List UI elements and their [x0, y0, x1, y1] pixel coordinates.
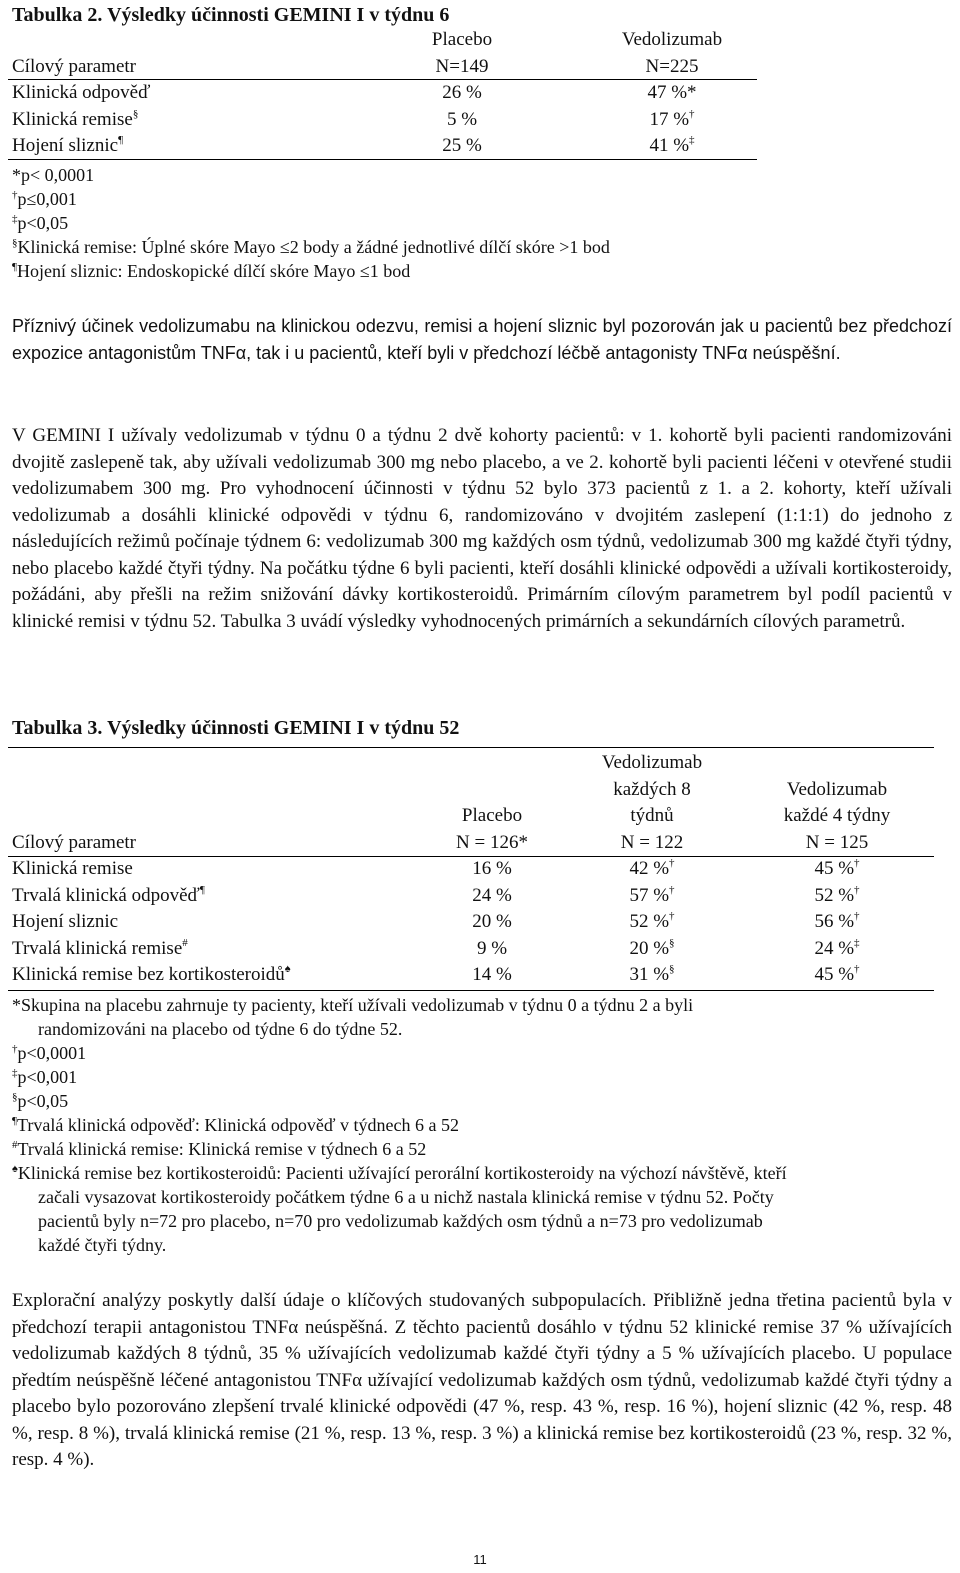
footnote: ♠Klinická remise bez kortikosteroidů: Pacienti užívající perorální kortikosteroidy na výchozí návštěvě, kteří [12, 1163, 787, 1183]
placebo-value: 5 % [446, 108, 478, 130]
footnote-mark: † [669, 910, 675, 922]
footnote-mark: ¶ [199, 883, 205, 896]
table3-header-row1 [12, 750, 934, 777]
q8w-value: 20 % [629, 937, 670, 959]
footnote: §p<0,05 [12, 1091, 69, 1111]
footnote: pacientů byly n=72 pro placebo, n=70 pro vedolizumab každých osm týdnů a n=73 pro vedolizumab [38, 1211, 763, 1231]
table3 [12, 750, 934, 989]
footnote: ¶Trvalá klinická odpověď: Klinická odpověď v týdnech 6 a 52 [12, 1115, 460, 1135]
table2-header-rule [8, 79, 757, 80]
footnote: ‡p<0,05 [12, 213, 69, 233]
vedolizumab-value: 17 % [649, 108, 690, 130]
footnote: †p≤0,001 [12, 189, 77, 209]
footnote: #Trvalá klinická remise: Klinická remise v týdnech 6 a 52 [12, 1139, 427, 1159]
footnote-mark: ‡ [854, 936, 860, 949]
footnote: randomizováni na placebo od týdne 6 do týdne 52. [38, 1019, 403, 1039]
table3-header-q4w-1: Vedolizumab [786, 778, 888, 800]
table-row [12, 962, 934, 989]
row-label: Klinická remise [12, 858, 133, 879]
footnote: ‡p<0,001 [12, 1067, 78, 1087]
table2-header-row2 [12, 54, 757, 81]
footnote-mark: ¶ [118, 134, 124, 146]
table2-header-placebo: Placebo [431, 29, 493, 50]
table3-header-q4w-n: N = 125 [805, 831, 869, 853]
vedolizumab-value: 41 % [649, 135, 690, 156]
table3-header-q8w-3: týdnů [630, 805, 674, 826]
paragraph-1: Příznivý účinek vedolizumabu na klinickou odezvu, remisi a hojení sliznic byl pozorován jak u pacientů bez předchozí expozice antagonistům TNFα, tak i u pacientů, kteří byli v předchozí léčbě antagonisty TNFα neúspěšní. [12, 316, 952, 363]
placebo-value: 16 % [472, 858, 512, 879]
paragraph-3: Explorační analýzy poskytly další údaje o klíčových studovaných subpopulacích. Přibližně jedna třetina pacientů byla v předchozí terapii antagonistou TNFα neúspěšná. Z těchto pacientů dosáhlo v týdnu 52 klinické remise 37 % užívajících vedolizumab každých 8 týdnů, 35 % užívajících vedolizumab každé čtyři týdny a 5 % užívajících placebo. U populace předtím neúspěšně léčené antagonistou TNFα užívající vedolizumab každých osm týdnů, vedolizumab každé čtyři týdny a placebo bylo pozorováno zlepšení trvalé klinické odpovědi (47 %, resp. 43 %, resp. 16 %), hojení sliznic (42 %, resp. 48 %, resp. 8 %), trvalá klinická remise (21 %, resp. 13 %, resp. 3 %) a klinická remise bez kortikosteroidů (23 %, resp. 32 %, resp. 4 %). [12, 1290, 952, 1470]
table2-bottom-rule [8, 159, 757, 160]
footnote: *p< 0,0001 [12, 165, 95, 185]
q4w-value: 45 % [814, 858, 855, 879]
table3-header-row2 [12, 777, 934, 804]
table3-bottom-rule [8, 990, 934, 991]
table2-header-vedolizumab: Vedolizumab [621, 29, 723, 50]
placebo-value: 26 % [442, 82, 482, 103]
row-label: Klinická remise [12, 108, 133, 130]
table2-header-vedolizumab-n: N=225 [645, 55, 699, 77]
vedolizumab-value: 47 %* [647, 82, 697, 103]
footnote-mark: † [854, 857, 860, 869]
table3-footnotes [12, 993, 942, 1257]
row-label: Trvalá klinická odpověď [12, 884, 200, 906]
footnote: ¶Hojení sliznic: Endoskopické dílčí skóre Mayo ≤1 bod [12, 261, 411, 281]
footnote: každé čtyři týdny. [38, 1235, 167, 1255]
table-row [12, 107, 757, 134]
table2-header-placebo-n: N=149 [435, 55, 489, 77]
q4w-value: 24 % [814, 937, 855, 959]
placebo-value: 24 % [472, 884, 512, 906]
table3-header-placebo: Placebo [461, 805, 523, 826]
table-row [12, 133, 757, 160]
q8w-value: 31 % [629, 964, 670, 985]
footnote-mark: † [669, 883, 675, 896]
footnote-mark: ♠ [284, 963, 291, 975]
footnote-mark: † [689, 107, 695, 120]
table3-header-rule [8, 856, 934, 857]
table2 [12, 27, 757, 160]
placebo-value: 9 % [476, 937, 508, 959]
table2-header-param: Cílový parametr [12, 55, 136, 77]
paragraph-2: V GEMINI I užívaly vedolizumab v týdnu 0 a týdnu 2 dvě kohorty pacientů: v 1. kohortě byli pacienti randomizováni dvojitě zaslepeně tak, aby užívali vedolizumab 300 mg nebo placebo, a ve 2. kohortě byli pacienti léčeni v otevřené studii vedolizumabem 300 mg. Pro vyhodnocení účinnosti v týdnu 52 bylo 373 pacientů z 1. a 2. kohorty, kteří užívali vedolizumab a dosáhli klinické odpovědi v týdnu 6, randomizováno v dvojitém zaslepení (1:1:1) do jednoho z následujících režimů počínaje týdnem 6: vedolizumab 300 mg každých osm týdnů, vedolizumab 300 mg každé čtyři týdny, nebo placebo každé čtyři týdny. Na počátku týdne 6 byli pacienti, kteří dosáhli klinické odpovědi a užívali kortikosteroidy, požádáni, aby přešli na režim snižování dávky kortikosteroidů. Primárním cílovým parametrem byl podíl pacientů v klinické remisi v týdnu 52. Tabulka 3 uvádí výsledky vyhodnocených primárních a sekundárních cílových parametrů. [12, 425, 952, 632]
footnote-mark: # [182, 936, 188, 949]
q8w-value: 52 % [629, 911, 670, 932]
table2-footnotes [12, 163, 610, 283]
table3-header-q8w-2: každých 8 [613, 778, 691, 800]
table-row [12, 883, 934, 910]
q4w-value: 56 % [814, 911, 855, 932]
table3-header-placebo-n: N = 126* [456, 831, 528, 853]
row-label: Hojení sliznic [12, 911, 119, 932]
footnote-mark: † [669, 857, 675, 869]
row-label: Trvalá klinická remise [12, 937, 183, 959]
table2-caption: Tabulka 2. Výsledky účinnosti GEMINI I v týdnu 6 [12, 4, 450, 26]
table3-header-param: Cílový parametr [12, 831, 136, 853]
footnote: začali vysazovat kortikosteroidy počátkem týdne 6 a u nichž nastala klinická remise v týdnu 52. Počty [38, 1187, 774, 1207]
table3-header-q4w-2: každé 4 týdny [783, 805, 891, 826]
footnote-mark: † [854, 883, 860, 896]
row-label: Klinická remise bez kortikosteroidů [12, 964, 285, 985]
row-label: Klinická odpověď [12, 82, 151, 103]
footnote-mark: § [132, 107, 139, 120]
footnote: †p<0,0001 [12, 1043, 87, 1063]
table-row [12, 80, 757, 107]
q8w-value: 57 % [629, 884, 670, 906]
footnote: *Skupina na placebu zahrnuje ty pacienty, kteří užívali vedolizumab v týdnu 0 a týdnu 2 a byli [12, 995, 694, 1015]
footnote-mark: † [854, 910, 860, 922]
placebo-value: 14 % [472, 964, 512, 985]
table-row [12, 936, 934, 963]
footnote: §Klinická remise: Úplné skóre Mayo ≤2 body a žádné jednotlivé dílčí skóre >1 bod [12, 237, 610, 257]
page-number: 11 [473, 1552, 487, 1567]
placebo-value: 20 % [472, 911, 512, 932]
table-row [12, 909, 934, 936]
row-label: Hojení sliznic [12, 135, 119, 156]
footnote-mark: ‡ [689, 134, 695, 146]
table3-header-q8w-n: N = 122 [620, 831, 684, 853]
table3-header-q8w-1: Vedolizumab [601, 752, 703, 773]
footnote-mark: § [669, 963, 675, 975]
placebo-value: 25 % [442, 135, 482, 156]
table2-header-row1 [12, 27, 757, 54]
footnote-mark: § [669, 936, 675, 949]
table3-header-row3 [12, 803, 934, 830]
footnote-mark: † [854, 963, 860, 975]
table3-caption: Tabulka 3. Výsledky účinnosti GEMINI I v týdnu 52 [12, 717, 460, 739]
q4w-value: 45 % [814, 964, 855, 985]
table3-top-rule [8, 747, 934, 748]
q8w-value: 42 % [629, 858, 670, 879]
table-row [12, 856, 934, 883]
q4w-value: 52 % [814, 884, 855, 906]
table3-header-row4 [12, 830, 934, 857]
